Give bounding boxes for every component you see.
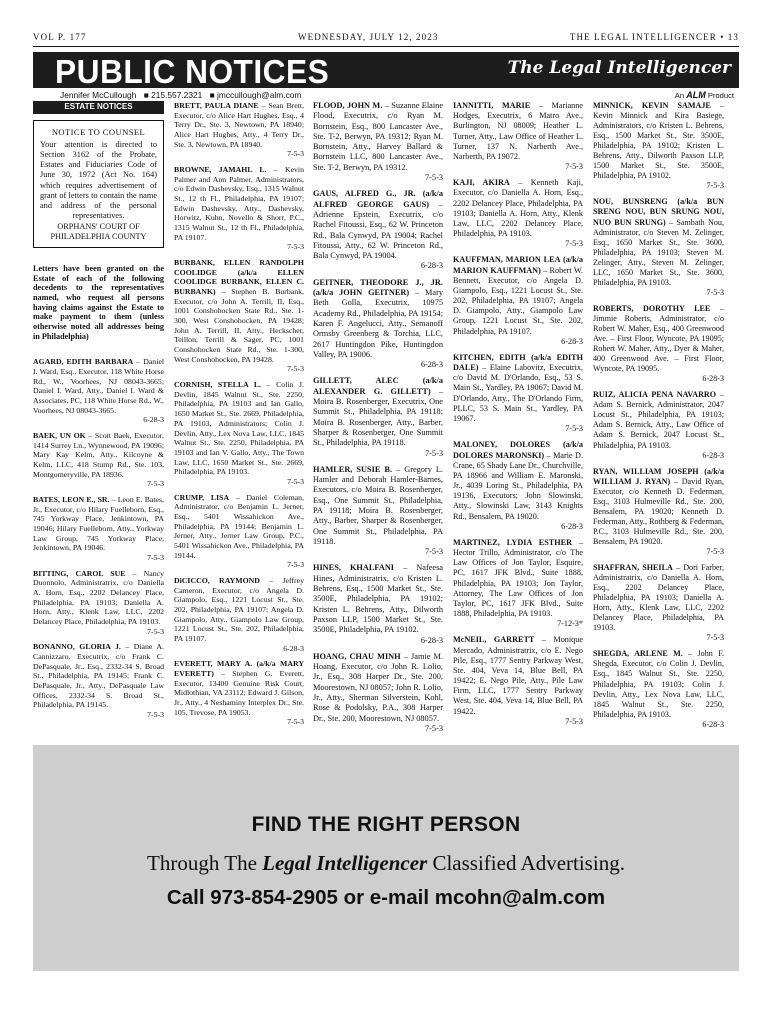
publication-code: 7-5-3 <box>287 364 304 374</box>
publication-code: 7-5-3 <box>565 162 583 172</box>
publication-code: 6-28-3 <box>420 635 443 645</box>
entry-text <box>313 376 443 448</box>
representative-details: – Diane A. Cannizzaro, Executrix, c/o Frank C. DePasquale, Jr., Esq., 2332-34 S. Broad St., Philadelphia, PA 19145; Frank C. DePasquale, Jr., Atty., DePasquale Law Offices, 2332-34 S. Broad St., Philadelphia, PA 19145. <box>33 642 164 710</box>
estate-notice-entry <box>593 101 724 191</box>
entry-text <box>33 357 164 415</box>
publication-code: 7-5-3 <box>706 633 724 643</box>
product-suffix: Product <box>707 91 734 100</box>
contact-name: Jennifer McCullough <box>60 90 137 100</box>
entry-text <box>593 304 724 374</box>
representative-details: – Kevin Palmer and Ann Palmer, Administrators, c/o Edwin Dashevsky, Esq., 1315 Walnut St., 12 th Fl., Philadelphia, PA 19107; Edwin Dashevsky, Atty., Dashevsky, Horwitz, Kuhn, Novello & Shorr, P.C., 1315 Walnut St., 12 th Fl., Philadelphia, PA 19107. <box>174 165 304 242</box>
estate-notice-entry <box>593 390 724 460</box>
ad-sub-prefix: Through The <box>147 851 263 875</box>
decedent-name: McNEIL, GARRETT <box>453 635 535 645</box>
ad-sub-suffix: Classified Advertising. <box>427 851 625 875</box>
estate-notice-entry <box>174 101 304 159</box>
publication-code: 7-5-3 <box>147 553 164 563</box>
decedent-name: HOANG, CHAU MINH <box>313 651 401 661</box>
decedent-name: RYAN, WILLIAM JOSEPH (a/k/a WILLIAM J. RYAN) <box>593 466 724 486</box>
decedent-name: MINNICK, KEVIN SAMAJE <box>593 101 711 110</box>
estate-notice-entry <box>33 357 164 425</box>
contact-line <box>60 90 306 100</box>
entry-text <box>453 635 583 716</box>
representative-details: – Sambath Nou, Administrator, c/o Steven M. Zelinger, Esq., 1650 Market St., Ste. 3600, Philadelphia, PA 19103; Steven M. Zelinger, Atty., Steven M. Zelinger, LLC, 1650 Market St., Ste. 3600, Philadelphia, PA 19103. <box>593 217 725 287</box>
decedent-name: CORNISH, STELLA L. <box>174 380 262 390</box>
estate-notice-entry <box>313 189 443 271</box>
publication-code: 7-5-3 <box>425 448 443 458</box>
entry-text <box>174 493 304 561</box>
representative-details: – Elaine Labovitz, Executrix, c/o David M. D'Orlando, Esq., 53 S. Main St., Yardley, PA 19067; David M. D'Orlando, Atty., The D'Orlando Firm, PLLC, 53 S. Main St., Yardley, PA 19067. <box>453 363 583 423</box>
decedent-name: GILLETT, ALEC (a/k/a ALEXANDER G. GILLETT) <box>313 376 443 396</box>
estate-notice-entry <box>313 652 443 734</box>
entry-text <box>33 642 164 710</box>
representative-details: – Robert W. Bennett, Executor, c/o Angela D. Giampolo, Esq., 1221 Locust St., Ste. 202, Philadelphia, PA 19107; Angela D. Giampolo, Atty., Giampolo Law Group, 1221 Locust St., Ste. 202, Philadelphia, PA 19107. <box>453 265 583 336</box>
representative-details: – Nafeesa Hines, Administratrix, c/o Kristen L. Behrens, Esq., 1500 Market St., Ste. 3500E, Philadelphia, PA 19102; Kristen L. Behrens, Atty., Dilworth Paxson LLP, 1500 Market St., Ste. 3500E, Philadelphia, PA 19102. <box>313 563 443 635</box>
publication-code: 6-28-3 <box>702 450 724 460</box>
estate-notice-entry <box>453 101 583 172</box>
decedent-name: BRETT, PAULA DIANE <box>174 101 259 110</box>
entry-text <box>313 563 443 635</box>
entry-text <box>453 440 583 521</box>
decedent-name: BURBANK, ELLEN RANDOLPH COOLIDGE (a/k/a ELLEN COOLIDGE BURBANK, ELLEN C. BURBANK) <box>174 258 304 297</box>
notices-column-3 <box>313 101 443 740</box>
estate-notice-entry <box>174 659 304 727</box>
entry-text <box>313 652 443 724</box>
representative-details: – Hector Trillo, Administrator, c/o The Law Offices of Jon Taylor, Esquire, PC, 1617 JFK Blvd., Suite 1888, Philadelphia, PA 19103; Jon Taylor, Attorney, The Law Offices of Jon Taylor, PC, 1617 JFK Blvd., Suite 1888, Philadelphia, PA 19103. <box>453 537 583 619</box>
entry-text <box>453 101 583 162</box>
entry-text <box>313 101 443 173</box>
representative-details: – Nancy Duonnolo, Administratrix, c/o Daniella A. Horn, Esq., 2202 Delancey Place, Philadelphia, PA 19103; Daniella A. Horn, Atty., Klenk Law, LLC, 2202 Delancey Place, Philadelphia, PA 19103. <box>33 568 164 627</box>
publication-code: 7-5-3 <box>287 149 304 159</box>
decedent-name: KITCHEN, EDITH (a/k/a EDITH DALE) <box>453 352 583 373</box>
decedent-name: AGARD, EDITH BARBARA <box>33 357 134 367</box>
volume-label: VOL P. 177 <box>33 32 87 42</box>
estate-notice-entry <box>33 431 164 489</box>
decedent-name: ROBERTS, DOROTHY LEE <box>593 303 711 313</box>
decedent-name: CRUMP, LISA <box>174 492 230 502</box>
publication-code: 7-5-3 <box>147 479 164 489</box>
decedent-name: BITTING, CAROL SUE <box>33 568 126 578</box>
notice-footer: ORPHANS' COURT OF PHILADELPHIA COUNTY <box>50 221 147 241</box>
public-notices-banner <box>33 52 739 88</box>
estate-notice-entry <box>33 495 164 563</box>
estate-notice-entry <box>313 376 443 458</box>
decedent-name: MALONEY, DOLORES (a/k/a DOLORES MARONSKI) <box>453 440 583 460</box>
publication-code: 7-5-3 <box>287 560 304 570</box>
decedent-name: MARTINEZ, LYDIA ESTHER <box>453 537 572 547</box>
estate-notice-entry <box>313 101 443 183</box>
representative-details: – Monique Mercado, Administratrix, c/o E. Nego Pile, Esq., 1777 Sentry Parkway West, Ste. 404, Veva 14, Blue Bell, PA 19422; E. Nego Pile, Atty., Pile Law Firm, LLC, 1777 Sentry Parkway West, Ste. 404, Veva 14, Blue Bell, PA 19422. <box>453 635 583 716</box>
decedent-name: GEITNER, THEODORE J., JR. (a/k/a JOHN GEITNER) <box>313 277 443 298</box>
publication-code: 7-5-3 <box>287 476 304 486</box>
estate-list <box>313 101 443 734</box>
estate-notice-entry <box>593 563 724 643</box>
entry-text <box>453 538 583 619</box>
entry-text <box>174 165 304 242</box>
estate-notice-entry <box>593 467 724 557</box>
publication-code: 6-28-3 <box>702 374 724 384</box>
entry-text <box>593 197 724 287</box>
notice-title: NOTICE TO COUNSEL <box>51 126 146 137</box>
representative-details: – David Ryan, Executor, c/o Kenneth D. Federman, Esq., 3103 Hulmeville Rd., Ste. 200, Bensalem, PA 19020; Kenneth D. Federman, Atty., Rothberg & Federman, P.C., 3103 Hulmeville Rd., Ste. 200, Bensalem, PA 19020. <box>593 476 724 546</box>
publication-code: 7-5-3 <box>425 723 443 733</box>
representative-details: – Colin J. Devlin, 1845 Walnut St., Ste. 2250, Philadelphia, PA 19103 and Ian Gallo, 1650 Market St., Ste. 2669, Philadelphia, PA 19103, Administrators; Colin J. Devlin, Atty., Lex Nova Law, LLC, 1845 Walnut St., Ste. 2250, Philadelphia, PA 19103 and Ian V. Gallo, Atty., The Town Law, LLC, 1650 Market St., Ste. 2669, Philadelphia, PA 19103. <box>174 380 304 477</box>
alm-product-label <box>675 90 734 100</box>
entry-text <box>593 467 724 547</box>
representative-details: – Kenneth Kaji, Executor, c/o Daniella A. Horn, Esq., 2202 Delancey Place, Philadelphia, PA 19103; Daniella A. Horn, Atty., Klenk Law, LLC, 2202 Delancey Place, Philadelphia, PA 19103. <box>453 178 583 239</box>
notices-column-2 <box>174 101 304 733</box>
representative-details: – Stephen B. Burbank, Executor, c/o John A. Terrill, II, Esq., 1001 Conshohocken State Rd., Ste. 1-300, West Conshohocken, PA 19428; John A. Terrill, II, Atty., Heckscher, Teillon, Terrill & Sager, PC, 1001 Conshohocken State Rd., Ste. 1-300, West Conshohocken, PA 19428. <box>174 287 304 364</box>
entry-text <box>174 101 304 149</box>
decedent-name: BROWNE, JAMAHL L. <box>174 165 267 175</box>
decedent-name: BATES, LEON E., SR. <box>33 495 110 505</box>
publication-code: 6-28-3 <box>702 719 724 729</box>
entry-text <box>453 255 583 336</box>
estate-list <box>453 101 583 727</box>
representative-details: – Marianne Hodges, Executrix, 6 Matro Ave., Burlington, NJ 08009; Heather L. Turner, Atty., Law Office of Heather L. Turner, 137 N. Narberth Ave., Narberth, PA 19072. <box>453 101 583 161</box>
contact-phone: ■ 215.557.2321 <box>143 90 203 100</box>
decedent-name: BAEK, UN OK <box>33 430 86 440</box>
masthead-logo: The Legal Intelligencer <box>507 58 731 78</box>
publication-code: 7-5-3 <box>287 242 304 252</box>
publication-code: 7-5-3 <box>565 239 583 249</box>
classified-advertisement <box>33 745 739 971</box>
publication-code: 7-12-3* <box>557 619 583 629</box>
representative-details: – Marie D. Crane, 65 Shady Lane Dr., Churchville, PA 18966 and William E. Maronski, Jr., 4039 Loring St., Philadelphia, PA 19136, Executors; John Slowinski, Atty., Slowinski Law, 3143 Knights Rd., Bensalem, PA 19020. <box>453 450 583 521</box>
publication-code: 7-5-3 <box>147 710 164 720</box>
entry-text <box>313 465 443 547</box>
publication-code: 7-5-3 <box>287 717 304 727</box>
representative-details: – Gregory L. Hamler and Deborah Hamler-Barnes, Executors, c/o Moira B. Rosenberger, Esq., One Summit St., Philadelphia, PA 19118; Moira B. Rosenberger, Atty., Barber, Sharper & Rosenberger, One Summit St., Philadelphia, PA 19118. <box>313 464 443 546</box>
entry-text <box>593 101 724 181</box>
estate-notice-entry <box>313 563 443 645</box>
estate-list <box>593 101 724 730</box>
entry-text <box>593 649 724 719</box>
notice-to-counsel-box <box>33 120 164 248</box>
estate-list <box>174 101 304 727</box>
representative-details: – Scott Baek, Executor, 1414 Surrey Ln., Wynnewood, PA 19096; Mary Kay Kelm, Atty., Kilcoyne & Kelm, LLC, 418 Stump Rd., Ste. 103, Montgomeryville, PA 18936. <box>33 430 164 479</box>
publication-code: 6-28-3 <box>561 521 583 531</box>
estate-notice-entry <box>33 642 164 719</box>
estate-notice-entry <box>33 569 164 637</box>
notices-column-1 <box>33 101 164 726</box>
entry-text <box>313 189 443 261</box>
estate-notice-entry <box>174 493 304 570</box>
publication-code: 7-5-3 <box>425 173 443 183</box>
estate-list <box>33 357 164 720</box>
representative-details: – Jimmie Roberts, Administrator, c/o Robert W. Maher, Esq., 400 Greenwood Ave. – First Floor, Wyncote, PA 19095; Robert W. Maher, Atty., Dyer & Maher, 400 Greenwood Ave. – First Floor, Wyncote, PA 19095. <box>593 303 724 374</box>
letters-granted-intro: Letters have been granted on the Estate of each of the following decedents to the representatives named, who request all persons having claims against the Estate to make payment to them (unless otherwise noted all addresses being in Philadelphia) <box>33 263 164 341</box>
representative-details: – Suzanne Elaine Flood, Executrix, c/o Ryan M. Bornstein, Esq., 800 Lancaster Ave., Ste. T-2, Berwyn, PA 19312; Ryan M. Bornstein, Atty., Harvey Ballard & Bornstein LLC, 800 Lancaster Ave., Ste. T-2, Berwyn, PA 19312. <box>313 101 443 172</box>
entry-text <box>453 178 583 239</box>
representative-details: – John F. Shegda, Executor, c/o Colin J. Devlin, Esq., 1845 Walnut St., Ste. 2250, Philadelphia, PA 19103; Colin J. Devlin, Atty., Lex Nova Law, LLC, 1845 Walnut St., Ste. 2250, Philadelphia, PA 19103. <box>593 649 724 719</box>
representative-details: – Moira B. Rosenberger, Executrix, One Summit St., Philadelphia, PA 19118; Moira B. Rosenberger, Atty., Barber, Sharper & Rosenberger, One Summit St., Philadelphia, PA 19118. <box>313 386 443 448</box>
paper-name: THE LEGAL INTELLIGENCER • 13 <box>569 32 739 42</box>
estate-notice-entry <box>453 440 583 532</box>
estate-notice-entry <box>453 353 583 434</box>
representative-details: – Dori Farber, Administratrix, c/o Daniella A. Horn, Esq., 2202 Delancey Place, Philadelphia, PA 19103; Daniella A. Horn, Atty., Klenk Law, LLC, 2202 Delancey Place, Philadelphia, PA 19103. <box>593 563 725 633</box>
decedent-name: RUIZ, ALICIA PENA NAVARRO <box>593 390 717 400</box>
estate-notice-entry <box>174 258 304 374</box>
decedent-name: BONANNO, GLORIA J. <box>33 642 121 652</box>
entry-text <box>313 278 443 360</box>
ad-subheadline <box>33 851 739 876</box>
publication-code: 7-5-3 <box>425 547 443 557</box>
representative-details: – Jeffrey Cameron, Executor, c/o Angela D. Giampolo, Esq., 1221 Locust St., Ste. 202, Philadelphia, PA 19107; Angela D. Giampolo, Atty., Giampolo Law Group, 1221 Locust St., Ste. 202, Philadelphia, PA 19107. <box>174 575 304 643</box>
decedent-name: DiCICCO, RAYMOND <box>174 575 260 585</box>
date-label: WEDNESDAY, JULY 12, 2023 <box>298 32 439 42</box>
representative-details: – Mary Beth Golla, Executrix, 10975 Academy Rd., Philadelphia, PA 19154; Karen F. Angelucci, Atty., Semanoff Ormsby Greenberg & Torchia, LLC, 2617 Huntingdon Pike, Huntingdon Valley, PA 19006. <box>313 288 443 359</box>
publication-code: 7-5-3 <box>706 287 724 297</box>
publication-code: 7-5-3 <box>565 424 583 434</box>
estate-notice-entry <box>453 178 583 249</box>
representative-details: – Daniel Coleman, Administrator, c/o Benjamin L. Jerner, Esq., 5401 Wissahickon Ave., Philadelphia, PA 19144; Benjamin L. Jerner, Atty., Jerner Law Group, P.C., 5401 Wissahickon Ave., Philadelphia, PA 19144. <box>174 492 304 560</box>
estate-notice-entry <box>313 465 443 558</box>
decedent-name: KAJI, AKIRA <box>453 178 510 188</box>
representative-details: – Sean Brett, Executor, c/o Alice Hart Hughes, Esq., 4 Terry Dr., Ste. 3, Newtown, PA 18940; Alice Hart Hughes, Atty., 4 Terry Dr., Ste. 3, Newtown, PA 18940. <box>174 101 304 149</box>
contact-email[interactable]: ■ jmccullough@alm.com <box>209 90 302 100</box>
entry-text <box>453 353 583 424</box>
publication-code: 7-5-3 <box>147 626 164 636</box>
publication-code: 7-5-3 <box>706 546 724 556</box>
estate-notice-entry <box>593 304 724 384</box>
ad-headline: FIND THE RIGHT PERSON <box>251 813 521 836</box>
publication-code: 6-28-3 <box>143 415 164 425</box>
representative-details: – Stephen G. Everett, Executor, 13400 Genuine Risk Court, Midlothian, VA 23112; Edward J. Gilson, Jr., Atty., 4 Neshaminy Interplex Dr., Ste. 105, Trevose, PA 19053. <box>174 668 304 717</box>
publication-code: 7-5-3 <box>565 716 583 726</box>
section-title: PUBLIC NOTICES <box>55 53 330 90</box>
representative-details: – Daniel I. Ward, Esq., Executor, 118 White Horse Rd., W., Voorhees, NJ 08043-3665; Daniel I. Ward, Atty., Daniel I. Ward & Associates, PC, 118 White Horse Rd., W., Voorhees, NJ 08043-3665. <box>33 357 164 415</box>
publication-code: 6-28-3 <box>420 261 443 271</box>
decedent-name: FLOOD, JOHN M. <box>313 101 383 110</box>
decedent-name: KAUFFMAN, MARION LEA (a/k/a MARION KAUFFMAN) <box>453 255 583 275</box>
page-header <box>33 32 739 47</box>
estate-notice-entry <box>174 380 304 486</box>
entry-text <box>174 576 304 644</box>
representative-details: – Leon E. Bates, Jr., Executor, c/o Hilary Fuelleborn, Esq., 745 Yorkway Place, Jenkintown, PA 19046; Hilary Fuelleborn, Atty., Yorkway Law Group, 745 Yorkway Place, Jenkintown, PA 19046. <box>33 495 164 553</box>
decedent-name: HAMLER, SUSIE B. <box>313 464 393 474</box>
entry-text <box>33 431 164 479</box>
estate-notice-entry <box>313 278 443 371</box>
entry-text <box>593 390 724 450</box>
decedent-name: GAUS, ALFRED G., JR. (a/k/a ALFRED GEORGE GAUS) <box>313 189 443 209</box>
entry-text <box>33 495 164 553</box>
estate-notice-entry <box>174 165 304 252</box>
estate-notice-entry <box>593 649 724 729</box>
publication-code: 6-28-3 <box>283 643 304 653</box>
representative-details: – Jamie M. Hoang, Executor, c/o John R. Lolio, Jr., Esq., 308 Harper Dr., Ste. 200, Moorestown, NJ 08057; John R. Lolio, Jr., Atty., Sherman Silverstein, Kohl, Rose & Podolsky, P.A., 308 Harper Dr., Ste. 200, Moorestown, NJ 08057. <box>313 651 443 723</box>
ad-call-to-action[interactable]: Call 973-854-2905 or e-mail mcohn@alm.com <box>166 886 606 909</box>
estate-notice-entry <box>453 255 583 347</box>
estate-notice-entry <box>593 197 724 297</box>
notice-body: Your attention is directed to Section 3162 of the Probate, Estates and Fiduciaries Code of June 30, 1972 (Act No. 164) which requires advertisement of grant of letters to contain the name and address of the personal representatives. <box>40 139 157 221</box>
alm-logo: ALM <box>686 90 706 100</box>
estate-notice-entry <box>453 635 583 727</box>
notices-column-5 <box>593 101 724 736</box>
decedent-name: SHEGDA, ARLENE M. <box>593 649 683 659</box>
ad-sub-brand: Legal Intelligencer <box>262 851 428 875</box>
entry-text <box>33 569 164 627</box>
decedent-name: SHAFFRAN, SHEILA <box>593 563 673 573</box>
decedent-name: IANNITTI, MARIE <box>453 101 531 110</box>
publication-code: 7-5-3 <box>706 181 724 191</box>
entry-text <box>593 563 724 633</box>
notices-column-4 <box>453 101 583 733</box>
entry-text <box>174 659 304 717</box>
decedent-name: HINES, KHALFANI <box>313 563 395 573</box>
estate-notice-entry <box>453 538 583 630</box>
decedent-name: EVERETT, MARY A. (a/k/a MARY EVERETT) <box>174 659 304 678</box>
representative-details: – Adrienne Epstein, Executrix, c/o Rachel Fitoussi, Esq., 62 W. Princeton Rd., Bala Cynwyd, PA 19004; Rachel Fitoussi, Atty., 62 W. Princeton Rd., Bala Cynwyd, PA 19004. <box>313 199 443 261</box>
entry-text <box>174 380 304 477</box>
publication-code: 6-28-3 <box>420 360 443 370</box>
decedent-name: NOU, BUNSRENG (a/k/a BUN SRENG NOU, BUN SRUNG NOU, NUO BUN SRUNG) <box>593 197 724 227</box>
representative-details: – Kevin Minnick and Kira Basiege, Administrators, c/o Kristen L. Behrens, Esq., 1500 Market St., Ste. 3500E, Philadelphia, PA 19102; Kristen L. Behrens, Atty., Dilworth Paxson LLP, 1500 Market St., Ste. 3500E, Philadelphia, PA 19102. <box>593 101 724 181</box>
entry-text <box>174 258 304 364</box>
estate-notice-entry <box>174 576 304 653</box>
representative-details: – Adam S. Bernick, Administrator, 2047 Locust St., Philadelphia, PA 19103; Adam S. Bernick, Atty., Law Office of Adam S. Bernick, 2047 Locust St., Philadelphia, PA 19103. <box>593 390 724 450</box>
estate-notices-header: ESTATE NOTICES <box>33 101 164 114</box>
product-prefix: An <box>674 91 685 100</box>
publication-code: 6-28-3 <box>561 336 583 346</box>
